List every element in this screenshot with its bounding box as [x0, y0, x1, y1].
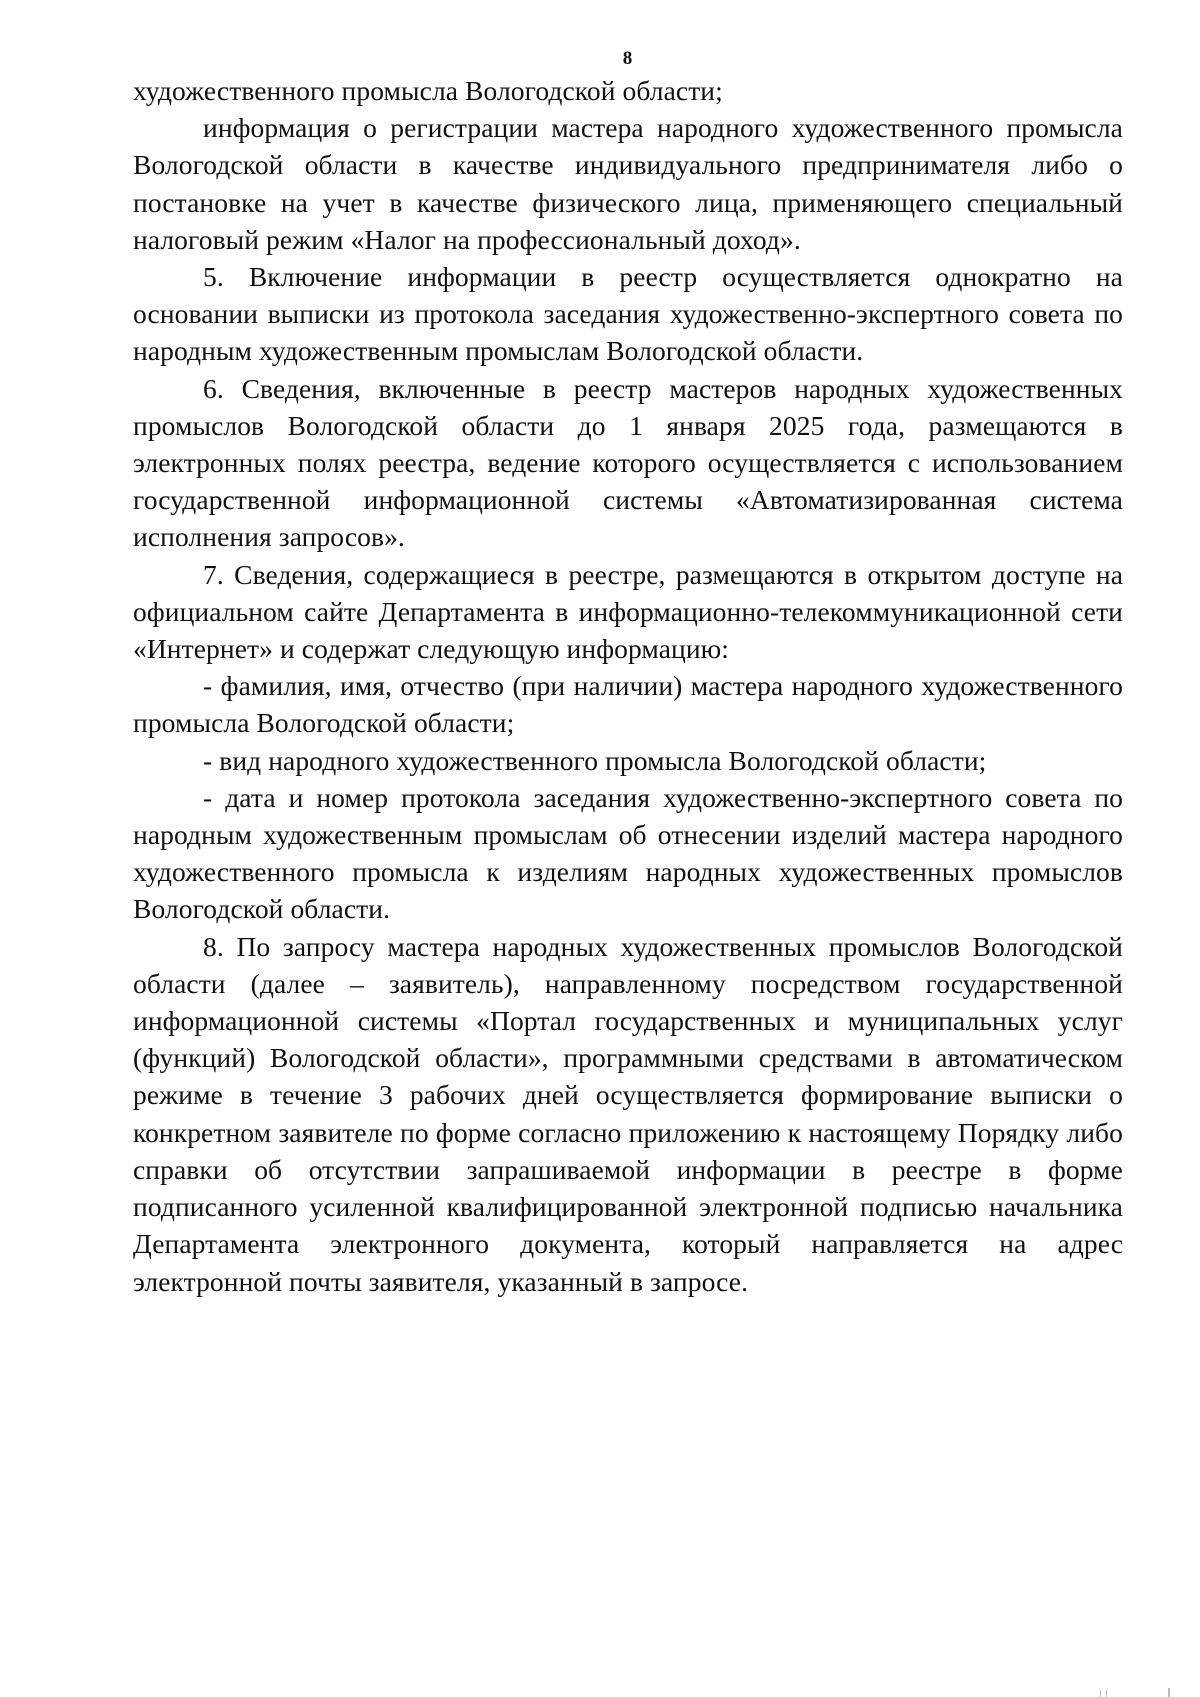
document-body	[133, 72, 1123, 1300]
page-number: 8	[622, 48, 633, 69]
scan-artifact-mark	[1100, 1690, 1101, 1697]
paragraph-item-7: 7. Сведения, содержащиеся в реестре, размещаются в открытом доступе на официальном сайте Департамента в информационно-телекоммуникационной сети «Интернет» и содержат следующую информацию:	[133, 558, 1123, 665]
paragraph-item-8: 8. По запросу мастера народных художественных промыслов Вологодской области (далее – заявитель), направленному посредством государственной информационной системы «Портал государственных и муниципальных услуг (функций) Вологодской области», программными средствами в автоматическом режиме в течение 3 рабочих дней осуществляется формирование выписки о конкретном заявителе по форме согласно приложению к настоящему Порядку либо справки об отсутствии запрашиваемой информации в реестре в форме подписанного усиленной квалифицированной электронной подписью начальника Департамента электронного документа, который направляется на адрес электронной почты заявителя, указанный в запросе.	[133, 930, 1123, 1297]
paragraph-item-5: 5. Включение информации в реестр осуществляется однократно на основании выписки из протокола заседания художественно-экспертного совета по народным художественным промыслам Вологодской области.	[133, 261, 1123, 367]
paragraph-continuation: художественного промысла Вологодской области;	[133, 75, 723, 106]
list-item-craft-type: - вид народного художественного промысла Вологодской области;	[203, 744, 987, 776]
paragraph-item-6: 6. Сведения, включенные в реестр мастеров народных художественных промыслов Вологодской области до 1 января 2025 года, размещаются в электронных полях реестра, ведение которого осуществляется с использованием государственной информационной системы «Автоматизированная система исполнения запросов».	[133, 372, 1123, 553]
list-item-full-name: - фамилия, имя, отчество (при наличии) мастера народного художественного промысла Вологодской области;	[133, 670, 1123, 739]
scan-artifact-mark	[1106, 1690, 1107, 1697]
scan-artifact-mark	[1168, 1688, 1170, 1697]
paragraph-registration-info: информация о регистрации мастера народного художественного промысла Вологодской области в качестве индивидуального предпринимателя либо о постановке на учет в качестве физического лица, применяющего специальный налоговый режим «Налог на профессиональный доход».	[133, 112, 1123, 255]
list-item-protocol: - дата и номер протокола заседания художественно-экспертного совета по народным художественным промыслам об отнесении изделий мастера народного художественного промысла к изделиям народных художественных промыслов Вологодской области.	[133, 781, 1123, 925]
